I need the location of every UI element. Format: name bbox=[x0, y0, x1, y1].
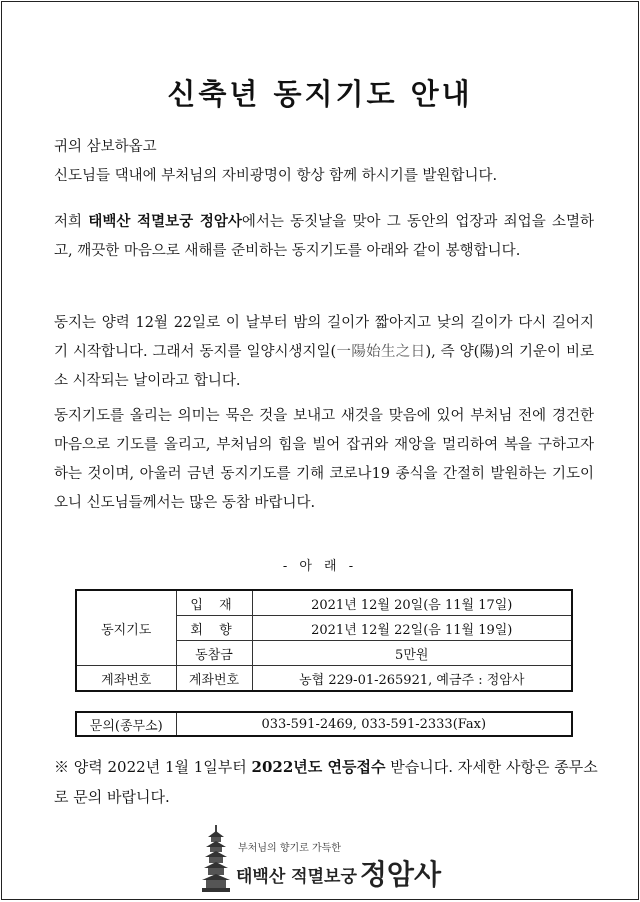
logo-brand-big: 정암사 bbox=[359, 858, 442, 891]
note-pre: ※ 양력 2022년 1월 1일부터 bbox=[54, 758, 252, 776]
table-row bbox=[76, 712, 572, 736]
blessing-line: 신도님들 댁내에 부처님의 자비광명이 항상 함께 하시기를 발원합니다. bbox=[54, 168, 498, 184]
note-post: 받습니다. 자세한 사항은 종무소로 문의 바랍니다. bbox=[54, 758, 598, 806]
row-label: 회 향 bbox=[176, 616, 252, 641]
prayer-info-table bbox=[75, 589, 573, 692]
dongji-text-1: 동지는 양력 12월 22일로 이 날부터 밤의 길이가 짧아지고 낮의 길이가 다시 길어지기 시작합니다. 그래서 동지를 일양시생지일( bbox=[54, 315, 594, 360]
lantern-note bbox=[54, 752, 599, 812]
logo-brand-small: 태백산 적멸보궁 bbox=[236, 867, 357, 887]
greeting-paragraph bbox=[54, 133, 594, 191]
contact-value: 033-591-2469, 033-591-2333(Fax) bbox=[176, 712, 572, 736]
temple-name: 태백산 적멸보궁 정암사 bbox=[88, 213, 242, 230]
intro-pre: 저희 bbox=[54, 214, 89, 230]
section-heading: - 아 래 - bbox=[282, 559, 358, 574]
greeting-line: 귀의 삼보하옵고 bbox=[54, 139, 157, 155]
hanja-term: 一陽始生之日 bbox=[336, 344, 426, 360]
dongji-text-2: ), 즉 양(陽)의 기운이 비로소 시작되는 날이라고 합니다. bbox=[54, 344, 595, 389]
pagoda-icon bbox=[200, 825, 232, 893]
account-value: 농협 229-01-265921, 예금주 : 정암사 bbox=[252, 666, 572, 692]
account-sub-label: 계좌번호 bbox=[176, 666, 252, 692]
temple-logo bbox=[200, 825, 470, 895]
contact-label: 문의(종무소) bbox=[76, 712, 176, 736]
table-row bbox=[76, 666, 572, 692]
intro-paragraph bbox=[54, 207, 594, 266]
row-value: 5만원 bbox=[252, 641, 572, 666]
row-value: 2021년 12월 20일(음 11월 17일) bbox=[252, 590, 572, 616]
logo-slogan: 부처님의 향기로 가득한 bbox=[238, 843, 341, 854]
intro-post: 에서는 동짓날을 맞아 그 동안의 업장과 죄업을 소멸하고, 깨끗한 마음으로 새해를 준비하는 동지기도를 아래와 같이 봉행합니다. bbox=[54, 214, 595, 259]
table-row bbox=[76, 590, 572, 616]
meaning-paragraph: 동지기도를 올리는 의미는 묵은 것을 보내고 새것을 맞음에 있어 부처님 전에 경건한 마음으로 기도를 올리고, 부처님의 힘을 빌어 잡귀와 재앙을 멀리하여 복을 구하고자 하는 것이며, 아울러 금년 동지기도를 기해 코로나19 종식을 간절히 발원하는 기도이오니 신도님들께서는 많은 동참 바랍니다. bbox=[54, 408, 594, 511]
page-title: 신축년 동지기도 안내 bbox=[167, 77, 473, 111]
logo-brand bbox=[236, 851, 441, 891]
notice-page bbox=[1, 1, 639, 900]
row-label: 입 재 bbox=[176, 590, 252, 616]
row-label: 동참금 bbox=[176, 641, 252, 666]
row-value: 2021년 12월 22일(음 11월 19일) bbox=[252, 616, 572, 641]
account-label: 계좌번호 bbox=[76, 666, 176, 692]
note-bold: 2022년도 연등접수 bbox=[251, 758, 386, 776]
dongji-paragraph bbox=[54, 309, 594, 396]
group-label: 동지기도 bbox=[76, 590, 176, 666]
contact-table bbox=[75, 711, 573, 737]
